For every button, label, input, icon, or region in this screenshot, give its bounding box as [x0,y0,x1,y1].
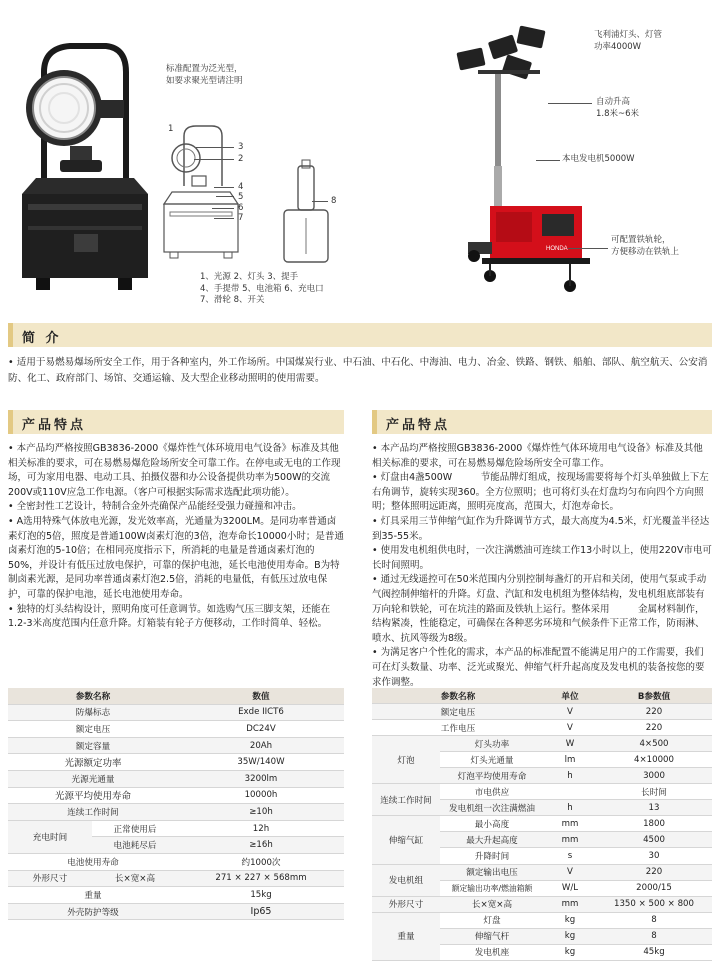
cell-name: 发电机座 [440,944,544,960]
features-left-p1: • 本产品均严格按照GB3836-2000《爆炸性气体环境用电气设备》标准及其他相关标准的要求，可在易燃易爆危险场所安全可靠工作。在停电或无电的工作现场，可为家用电器、电动工具、拍摄仪器和办公设备提供功率为500W的交流200V或110V应急工作电源。（客户可根据实际需求选配此项功能）。 [8,443,341,498]
cell-unit: mm [544,832,596,848]
portable-lamp-photo [14,28,154,296]
cell-group: 伸缩气缸 [372,816,440,864]
lamp-side-drawing [276,158,336,268]
cell-value: 220 [596,864,712,880]
label-rail-line-2: 方便移动在铁轨上 [611,246,680,257]
cell-value: 约1000次 [178,853,344,870]
callout-6: 6 [238,203,244,213]
table-row [8,737,344,754]
table-row [372,896,712,912]
cell-unit: V [544,720,596,736]
callout-4: 4 [238,182,244,192]
table-row [8,887,344,904]
cell-name: 外壳防护等级 [8,903,178,920]
table-row [372,704,712,720]
cell-value: 4500 [596,832,712,848]
figure-legend [200,272,324,307]
cell-name: 发电机组一次注满燃油 [440,800,544,816]
label-lift [596,97,639,120]
cell-value: Ip65 [178,903,344,920]
cell-value: 10000h [178,787,344,804]
callout-7: 7 [238,213,244,223]
table-right-header-value: B参数值 [596,688,712,704]
table-row [372,912,712,928]
cell-value: 8 [596,912,712,928]
cell-value: 2000/15 [596,880,712,896]
cell-name: 光源光通量 [8,770,178,787]
cell-value: 4×10000 [596,752,712,768]
label-rail [611,235,679,258]
cell-group: 充电时间 [8,820,92,853]
cell-name: 工作电压 [372,720,544,736]
cell-value: 1800 [596,816,712,832]
table-row [8,903,344,920]
cell-name: 额定电压 [372,704,544,720]
table-row [372,816,712,832]
table-row [8,853,344,870]
cell-name: 电池使用寿命 [8,853,178,870]
cell-group: 外形尺寸 [372,896,440,912]
cell-unit: W [544,736,596,752]
table-row [8,754,344,771]
cell-name: 伸缩气杆 [440,928,544,944]
features-left-text [8,442,344,632]
cell-name: 长×宽×高 [92,870,178,887]
legend-line-1: 1、光源 2、灯头 3、提手 [200,272,299,282]
intro-text: • 适用于易燃易爆场所安全工作，用于各种室内，外工作场所。中国煤炭行业、中石油、中石化、中海油、电力、冶金、铁路、钢铁、船舶、部队、航空航天、公安消防、化工、政府部门、场馆、交通运输、及大型企业移动照明的使用需要。 [8,357,708,384]
intro-section-bar [8,323,712,347]
cell-unit: V [544,704,596,720]
cell-value: 4×500 [596,736,712,752]
cell-name: 额定电压 [8,721,178,738]
callout-5: 5 [238,192,244,202]
cell-value: 3000 [596,768,712,784]
cell-name: 灯头功率 [440,736,544,752]
cell-unit: kg [544,944,596,960]
cell-value: 13 [596,800,712,816]
cell-name: 长×宽×高 [440,896,544,912]
cell-value: DC24V [178,721,344,738]
figure-note-line-2: 如要求聚光型请注明 [166,75,243,86]
table-right-header [372,688,712,704]
features-left-p3: • A选用特殊气体放电光源，发光效率高，光通量为3200LM。是同功率普通卤素灯泡的5倍，照度是普通100W卤素灯泡的3倍，泡寿命长10000小时；是普通卤素灯泡的5-10倍；在相同亮度指示下，所消耗的电量是普通卤素灯泡的50%，并设计有低压过放电保护，可靠的保护电池，延长电池使用寿命。B为特制卤素光源，是同功率普通卤素灯泡2.5倍，消耗的电量低，有低压过放电保护，可靠的保护电池，延长电池使用寿命。 [8,515,344,600]
callout-1: 1 [168,124,174,134]
label-lift-line-2: 1.8米~6米 [596,108,640,119]
cell-group: 重量 [372,912,440,960]
cell-unit: mm [544,816,596,832]
label-generator: 本电发电机5000W [562,154,635,164]
cell-unit: h [544,768,596,784]
cell-unit: mm [544,896,596,912]
features-right-title: 产品特点 [386,418,451,433]
table-right-header-unit: 单位 [544,688,596,704]
features-right-text [372,442,712,690]
cell-value: 1350 × 500 × 800 [596,896,712,912]
table-row [372,720,712,736]
cell-name: 额定输出功率/燃油箱额 [440,880,544,896]
cell-group: 外形尺寸 [8,870,92,887]
cell-value: 30 [596,848,712,864]
features-right-p3: • 灯具采用三节伸缩气缸作为升降调节方式，最大高度为4.5米，灯光覆盖半径达到35-55米。 [372,515,710,542]
label-lamp-line-1: 飞利浦灯头、灯管 [594,30,663,40]
label-lift-line-1: 自动升高 [596,97,631,107]
cell-name: 防爆标志 [8,704,178,721]
table-row [8,787,344,804]
cell-name: 连续工作时间 [8,804,178,821]
features-right-p2: • 灯盘由4盏500W 节能品牌灯组成，按现场需要将每个灯头单独做上下左右角调节，旋转实现360。全方位照明；也可将灯头在灯盘均匀布向四个方向照明；整体照明远距离，照明亮度高，范围大，灯泡寿命长。 [372,472,709,513]
cell-unit: s [544,848,596,864]
cell-group: 灯泡 [372,736,440,784]
cell-name: 灯头光通量 [440,752,544,768]
cell-name: 光源平均使用寿命 [8,787,178,804]
features-right-p5: • 通过无线遥控可在50米范围内分别控制每盏灯的开启和关闭，使用气泵或手动气阀控制伸缩杆的升降。灯盘、汽缸和发电机组为整体结构，发电机组底部装有万向轮和铁轮，可在坑洼的路面及铁轨上运行。整体采用 金属材料制作，结构紧凑，性能稳定，可确保在各种恶劣环境和气候条件下正常工作，防雨淋、喷水、抗风等级为8级。 [372,574,707,644]
cell-value: ≥10h [178,804,344,821]
cell-value: 220 [596,704,712,720]
cell-name: 额定输出电压 [440,864,544,880]
cell-unit: V [544,864,596,880]
cell-value: 8 [596,928,712,944]
table-row [8,721,344,738]
cell-unit: kg [544,912,596,928]
table-row [372,736,712,752]
table-row [8,820,344,837]
features-left-bar [8,410,344,434]
cell-value: 20Ah [178,737,344,754]
callout-3: 3 [238,142,244,152]
table-row [8,804,344,821]
label-lamp [594,30,662,53]
cell-value: 3200lm [178,770,344,787]
callout-8: 8 [331,196,337,206]
cell-value: 220 [596,720,712,736]
cell-name: 灯泡平均使用寿命 [440,768,544,784]
legend-line-2: 4、手提带 5、电池箱 6、充电口 [200,283,324,294]
cell-name: 重量 [8,887,178,904]
cell-unit: W/L [544,880,596,896]
figure-note-line-1: 标准配置为泛光型， [166,64,243,74]
cell-value: 12h [178,820,344,837]
cell-group: 发电机组 [372,864,440,896]
features-right-p4: • 使用发电机组供电时，一次注满燃油可连续工作13小时以上，使用220V市电可长时间照明。 [372,545,712,571]
cell-name: 市电供应 [440,784,544,800]
cell-name: 升降时间 [440,848,544,864]
cell-value: 271 × 227 × 568mm [178,870,344,887]
cell-name: 正常使用后 [92,820,178,837]
cell-value: Exde IICT6 [178,704,344,721]
features-right-p6: • 为满足客户个性化的需求，本产品的标准配置不能满足用户的工作需要，我们可在灯头数量、功率、泛光或聚光、伸缩气杆升起高度及发电机的装备按您的要求作调整。 [372,647,705,688]
features-left-p4: • 独特的灯头结构设计，照明角度可任意调节。如选购气压三脚支架，还能在1.2-3米高度范围内任意升降。灯箱装有轮子方便移动，工作时简单、轻松。 [8,603,331,630]
cell-name: 最大升起高度 [440,832,544,848]
cell-value: 15kg [178,887,344,904]
callout-2: 2 [238,154,244,164]
features-right-p1: • 本产品均严格按照GB3836-2000《爆炸性气体环境用电气设备》标准及其他相关标准的要求，可在易燃易爆危险场所安全可靠工作。 [372,443,703,469]
features-left-p2: • 全密封性工艺设计，特制合金外壳确保产品能经受强力碰撞和冲击。 [8,501,302,513]
cell-value: 35W/140W [178,754,344,771]
cell-value: ≥16h [178,837,344,854]
cell-unit: lm [544,752,596,768]
features-left-title: 产品特点 [22,418,87,433]
cell-name: 电池耗尽后 [92,837,178,854]
table-row [372,784,712,800]
cell-name: 光源额定功率 [8,754,178,771]
features-right-bar [372,410,712,434]
cell-unit [544,784,596,800]
table-row [8,870,344,887]
spec-table-right [372,688,712,961]
table-left-header-name: 参数名称 [8,688,178,704]
label-rail-line-1: 可配置铁轨轮， [611,235,671,245]
intro-title: 简 介 [22,331,62,346]
generator-brand-text: HONDA [546,246,568,252]
legend-line-3: 7、滑轮 8、开关 [200,295,265,305]
cell-name: 额定容量 [8,737,178,754]
cell-unit: kg [544,928,596,944]
spec-table-left [8,688,344,920]
cell-name: 最小高度 [440,816,544,832]
cell-unit: h [544,800,596,816]
cell-name: 灯盘 [440,912,544,928]
table-left-header [8,688,344,704]
cell-value: 长时间 [596,784,712,800]
table-left-header-value: 数值 [178,688,344,704]
label-lamp-line-2: 功率4000W [594,41,642,52]
table-row [8,704,344,721]
cell-value: 45kg [596,944,712,960]
table-row [372,864,712,880]
lamp-line-drawing [160,120,242,262]
figure-note [166,64,243,87]
table-right-header-name: 参数名称 [372,688,544,704]
cell-group: 连续工作时间 [372,784,440,816]
table-row [8,770,344,787]
